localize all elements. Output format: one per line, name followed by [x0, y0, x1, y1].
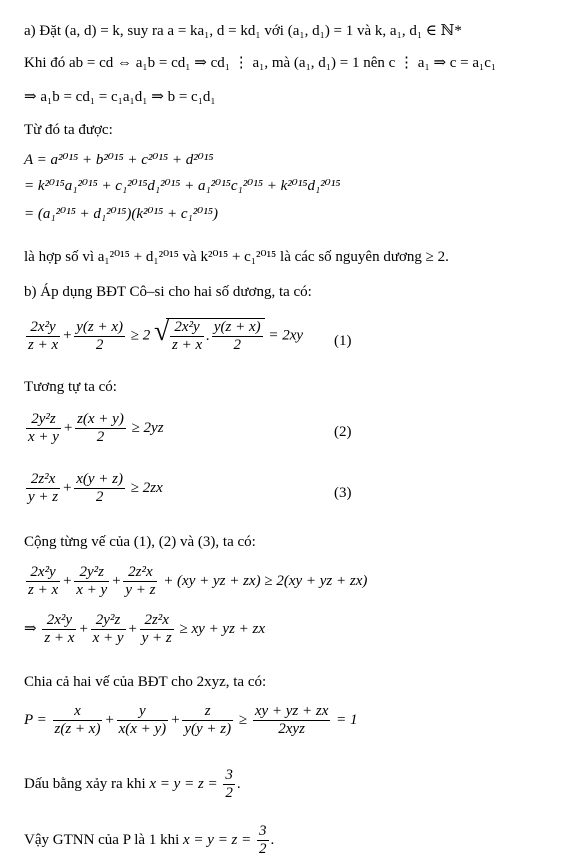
sum-simplified: ⇒ $\frac{\text{2x²y}}{z + x}$ + $\frac{\text{2y²z}}{x + y}$ + $\frac{\text{2z²x}}{y + z}$ ≥ xy + yz + zx: [24, 612, 266, 647]
denominator: z + x: [172, 337, 203, 354]
equation-label-1: (1): [334, 333, 352, 349]
rhs: ≥ 2zx: [130, 480, 163, 497]
part-a-line-1: a) Đặt (a, d) = k, suy ra a = ka₁, d = kd₁ với (a₁, d₁) = 1 và k, a₁, d₁ ∈ ℕ*: [24, 23, 462, 39]
equation-a-factor: = (a₁²⁰¹⁵ + d₁²⁰¹⁵)(k²⁰¹⁵ + c₁²⁰¹⁵): [24, 206, 218, 222]
fraction: [74, 319, 125, 355]
divide-text: Chia cả hai vế của BĐT cho 2xyz, ta có:: [24, 674, 267, 690]
numerator: y: [117, 703, 169, 721]
inequality-2: $\frac{\text{2y²z}}{x + y}$ + $\frac{z(x + y)}{2}$ ≥ 2yz: [28, 411, 164, 446]
final-text: Vậy GTNN của P là 1 khi: [24, 832, 180, 849]
equation-label-3: (3): [334, 485, 352, 501]
numerator: y(z + x): [212, 319, 263, 337]
final-line: Vậy GTNN của P là 1 khi x = y = z = $\frac{3}{2}$ .: [24, 823, 275, 858]
part-b-intro: b) Áp dụng BĐT Cô–si cho hai số dương, ta có:: [24, 284, 312, 300]
rhs: ≥ 2yz: [131, 420, 164, 437]
final-math: x = y = z =: [183, 832, 252, 849]
numerator: 2y²z: [91, 612, 126, 630]
rhs: + (xy + yz + zx) ≥ 2(xy + yz + zx): [163, 573, 368, 590]
denominator: y + z: [28, 489, 59, 506]
numerator: 2x²y: [26, 564, 60, 582]
denominator: x + y: [76, 582, 108, 599]
inequality-1: $\frac{\text{2x²y}}{z + x}$ + $\frac{y(z + x)}{2}$ ≥ 2 √ $\frac{\text{2x²y}}{z + x}$ . $\frac{y(z + x)}{2}$ = 2xy: [28, 316, 304, 354]
denominator: x + y: [28, 429, 59, 446]
numerator: x(y + z): [74, 471, 125, 489]
numerator: 2y²z: [26, 411, 61, 429]
numerator: 3: [223, 767, 235, 785]
denominator: 2xyz: [278, 721, 305, 738]
denominator: 2: [95, 489, 104, 506]
equality-text: Dấu bằng xảy ra khi: [24, 776, 146, 793]
numerator: xy + yz + zx: [253, 703, 331, 721]
denominator: y + z: [125, 582, 156, 599]
numerator: 2x²y: [26, 319, 60, 337]
numerator: z: [182, 703, 233, 721]
inequality-3: $\frac{\text{2z²x}}{y + z}$ + $\frac{x(y + z)}{2}$ ≥ 2zx: [28, 471, 163, 506]
numerator: 3: [257, 823, 269, 841]
rhs: ≥ xy + yz + zx: [179, 621, 266, 638]
numerator: x: [53, 703, 103, 721]
rhs: = 1: [336, 712, 358, 729]
numerator: 2z²x: [26, 471, 60, 489]
numerator: 2x²y: [170, 319, 204, 337]
denominator: 2: [225, 785, 233, 802]
geq-2: ≥ 2: [130, 327, 151, 344]
geq: ≥: [238, 712, 248, 729]
numerator: 2x²y: [42, 612, 76, 630]
sum-inequality: $\frac{\text{2x²y}}{z + x}$ + $\frac{\text{2y²z}}{x + y}$ + $\frac{\text{2z²x}}{y + z}$ + (xy + yz + zx) ≥ 2(xy + yz + zx): [28, 564, 368, 599]
denominator: 2: [259, 841, 267, 858]
denominator: x(x + y): [118, 721, 167, 738]
p-equation: P = $\frac{x}{z(z + x)}$ + $\frac{y}{x(x + y)}$ + $\frac{z}{y(y + z)}$ ≥ $\frac{xy + yz + zx}{\text{2xyz}}$ = 1: [24, 703, 358, 738]
denominator: y(y + z): [184, 721, 232, 738]
numerator: z(x + y): [75, 411, 126, 429]
radical-sign-icon: √: [154, 316, 170, 347]
part-a-conclusion: là hợp số vì a₁²⁰¹⁵ + d₁²⁰¹⁵ và k²⁰¹⁵ + c₁²⁰¹⁵ là các số nguyên dương ≥ 2.: [24, 249, 449, 265]
denominator: z(z + x): [54, 721, 101, 738]
numerator: 2z²x: [123, 564, 157, 582]
p-lead: P =: [24, 712, 47, 729]
denominator: 2: [233, 337, 241, 354]
denominator: x + y: [92, 630, 124, 647]
implies-arrow: ⇒: [24, 621, 37, 638]
add-text: Cộng từng vế của (1), (2) và (3), ta có:: [24, 534, 256, 550]
denominator: 2: [96, 429, 105, 446]
denominator: z + x: [28, 336, 59, 353]
denominator: 2: [95, 336, 104, 353]
square-root: √ $\frac{\text{2x²y}}{z + x}$ . $\frac{y(z + x)}{2}$: [154, 318, 265, 355]
equality-line: Dấu bằng xảy ra khi x = y = z = $\frac{3}{2}$ .: [24, 767, 241, 802]
denominator: z + x: [44, 630, 75, 647]
fraction: [26, 319, 60, 355]
denominator: z + x: [28, 582, 59, 599]
denominator: y + z: [141, 630, 172, 647]
similar-text: Tương tự ta có:: [24, 379, 117, 395]
rhs: = 2xy: [268, 327, 304, 344]
equation-a: A = a²⁰¹⁵ + b²⁰¹⁵ + c²⁰¹⁵ + d²⁰¹⁵: [24, 152, 214, 168]
part-a-line-3: ⇒ a₁b = cd₁ = c₁a₁d₁ ⇒ b = c₁d₁: [24, 89, 216, 105]
part-a-line-2: Khi đó ab = cd ⇔ a₁b = cd₁ ⇒ cd₁ ⋮ a₁, mà (a₁, d₁) = 1 nên c ⋮ a₁ ⇒ c = a₁c₁: [24, 55, 497, 71]
equation-a-expand: = k²⁰¹⁵a₁²⁰¹⁵ + c₁²⁰¹⁵d₁²⁰¹⁵ + a₁²⁰¹⁵c₁²⁰¹⁵ + k²⁰¹⁵d₁²⁰¹⁵: [24, 178, 341, 194]
part-a-line-4: Từ đó ta được:: [24, 122, 113, 138]
equation-label-2: (2): [334, 424, 352, 440]
numerator: 2z²x: [140, 612, 174, 630]
equality-math: x = y = z =: [149, 776, 218, 793]
numerator: y(z + x): [74, 319, 125, 337]
numerator: 2y²z: [74, 564, 109, 582]
